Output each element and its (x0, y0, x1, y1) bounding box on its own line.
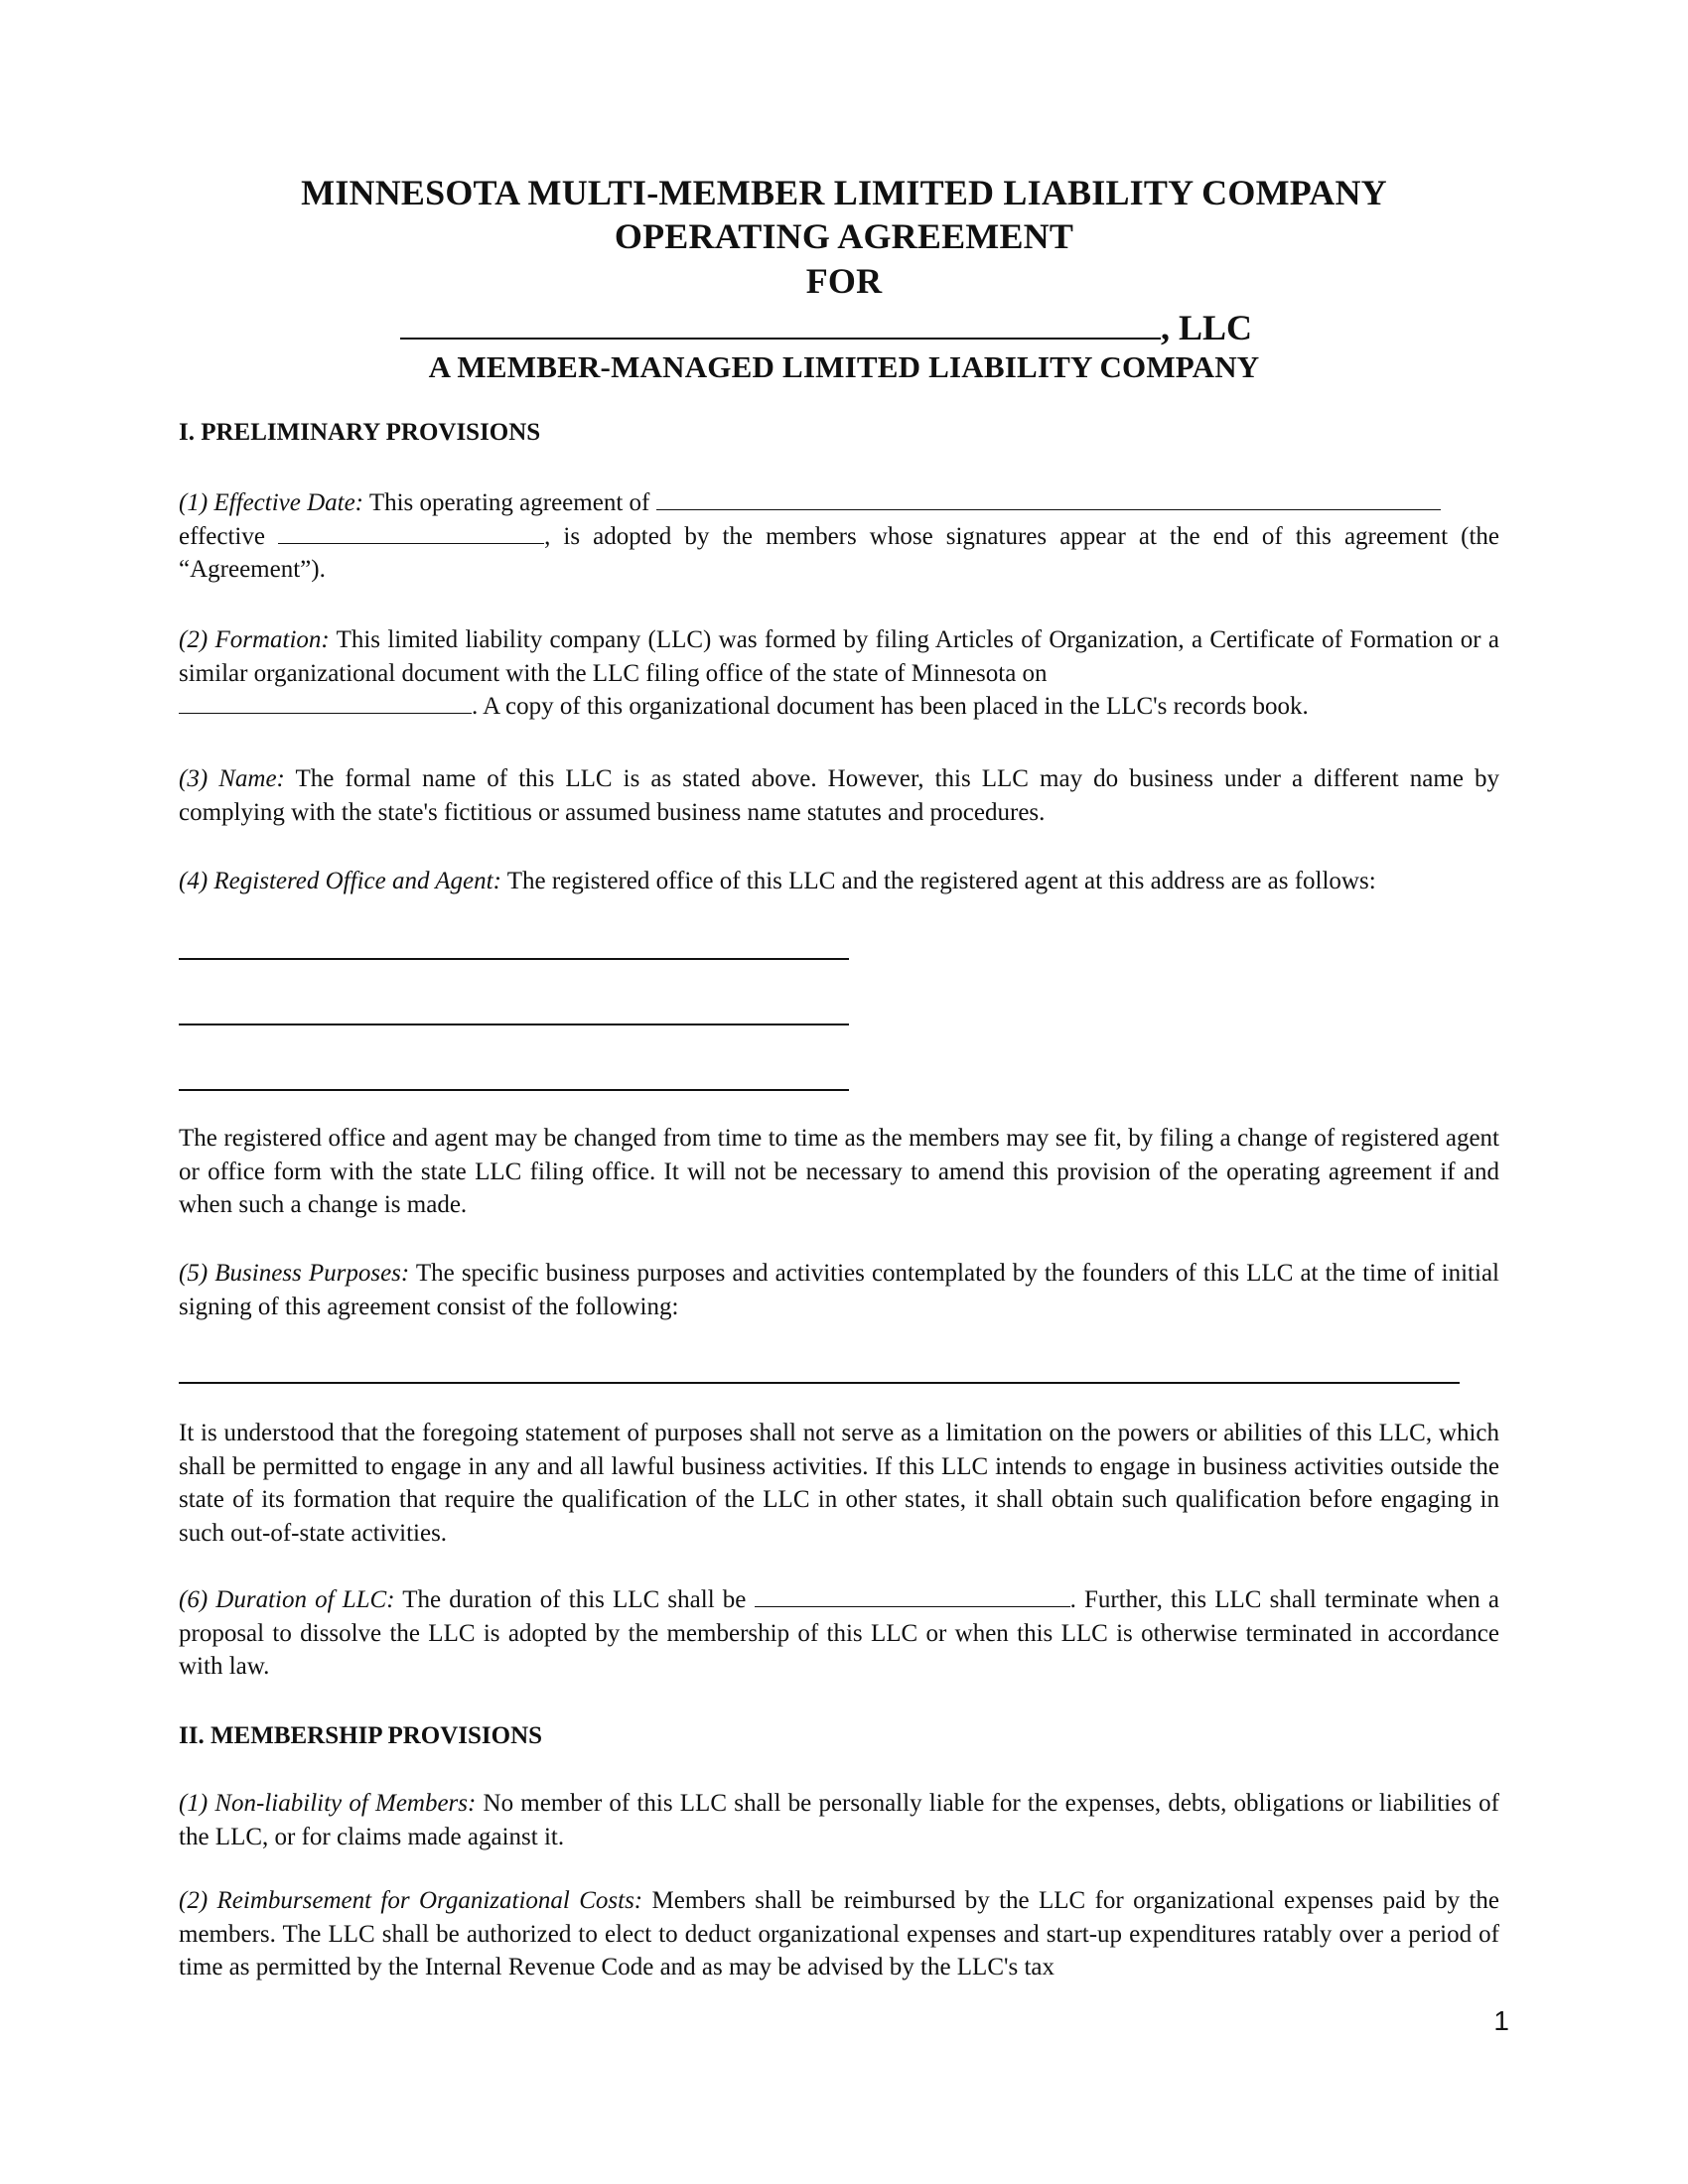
formation-text-1: This limited liability company (LLC) was formed by filing Articles of Organization, a Certificate of Formation or a similar organizational document with the LLC filing office of the state of Minnesota on (179, 626, 1500, 687)
document-title-line-2: OPERATING AGREEMENT (614, 216, 1074, 256)
name-text: The formal name of this LLC is as stated above. However, this LLC may do business under a different name by complying with the state's fictitious or assumed business name statutes and procedures. (179, 765, 1499, 826)
registered-office-line-2[interactable] (179, 1024, 849, 1025)
formation-paragraph (179, 623, 1499, 724)
document-subtitle: A MEMBER-MANAGED LIMITED LIABILITY COMPANY (428, 349, 1260, 384)
company-name-line (400, 304, 1294, 347)
registered-office-change-paragraph: The registered office and agent may be changed from time to time as the members may see fit, by filing a change of registered agent or office form with the state LLC filing office. It will not be necessary to amend this provision of the operating agreement if and when such a change is made. (179, 1125, 1499, 1218)
effective-date-text-1: This operating agreement of (363, 489, 656, 516)
effective-date-text-3: , is adopted by the members whose signatures appear at the end of this agreement (the “Agreement”). (179, 522, 1499, 583)
duration-field[interactable] (755, 1584, 1070, 1607)
registered-office-label: (4) Registered Office and Agent: (179, 868, 501, 894)
business-purposes-paragraph (179, 1257, 1499, 1323)
duration-paragraph (179, 1583, 1499, 1684)
business-purposes-text: The specific business purposes and activities contemplated by the founders of this LLC at the time of initial signing of this agreement consist of the following: (179, 1260, 1499, 1320)
business-purposes-line[interactable] (179, 1382, 1460, 1384)
company-name-blank[interactable] (400, 304, 1161, 340)
non-liability-text: No member of this LLC shall be personally liable for the expenses, debts, obligations or liabilities of the LLC, or for claims made against it. (179, 1790, 1499, 1850)
document-title-line-3: FOR (805, 261, 883, 301)
company-name-field[interactable] (656, 487, 1441, 510)
effective-date-paragraph (179, 486, 1499, 587)
llc-suffix: , LLC (1161, 308, 1253, 347)
section-2-heading: II. MEMBERSHIP PROVISIONS (179, 1722, 543, 1749)
effective-date-field[interactable] (278, 521, 544, 544)
duration-text-2: . Further, this LLC shall terminate when a proposal to dissolve the LLC is adopted by the membership of this LLC or when this LLC is otherwise terminated in accordance with law. (179, 1586, 1499, 1680)
reimbursement-text: Members shall be reimbursed by the LLC for organizational expenses paid by the members. The LLC shall be authorized to elect to deduct organizational expenses and start-up expenditures ratably over a period of time as permitted by the Internal Revenue Code and as may be advised by the LLC's tax (179, 1887, 1499, 1980)
reimbursement-paragraph (179, 1884, 1499, 1984)
page-number: 1 (1493, 2005, 1509, 2036)
purposes-limitation-paragraph: It is understood that the foregoing statement of purposes shall not serve as a limitation on the powers or abilities of this LLC, which shall be permitted to engage in any and all lawful business activities. If this LLC intends to engage in business activities outside the state of its formation that require the qualification of the LLC in other states, it shall obtain such qualification before engaging in such out-of-state activities. (179, 1420, 1499, 1547)
duration-label: (6) Duration of LLC: (179, 1586, 395, 1613)
reimbursement-label: (2) Reimbursement for Organizational Costs: (179, 1887, 643, 1914)
formation-text-2: . A copy of this organizational document has been placed in the LLC's records book. (472, 693, 1309, 720)
section-1-heading: I. PRELIMINARY PROVISIONS (179, 419, 541, 446)
registered-office-text: The registered office of this LLC and the registered agent at this address are as follows: (500, 868, 1376, 894)
name-paragraph (179, 762, 1499, 829)
name-label: (3) Name: (179, 765, 285, 792)
registered-office-paragraph (179, 865, 1499, 898)
document-title-line-1: MINNESOTA MULTI-MEMBER LIMITED LIABILITY COMPANY (301, 173, 1387, 212)
registered-office-line-3[interactable] (179, 1089, 849, 1091)
effective-date-label: (1) Effective Date: (179, 489, 364, 516)
non-liability-paragraph (179, 1787, 1499, 1853)
duration-text-1: The duration of this LLC shall be (394, 1586, 755, 1613)
formation-date-field[interactable] (179, 691, 472, 714)
business-purposes-label: (5) Business Purposes: (179, 1260, 410, 1287)
effective-date-text-2: effective (179, 522, 279, 550)
non-liability-label: (1) Non-liability of Members: (179, 1790, 477, 1817)
registered-office-line-1[interactable] (179, 958, 849, 960)
formation-label: (2) Formation: (179, 626, 330, 653)
